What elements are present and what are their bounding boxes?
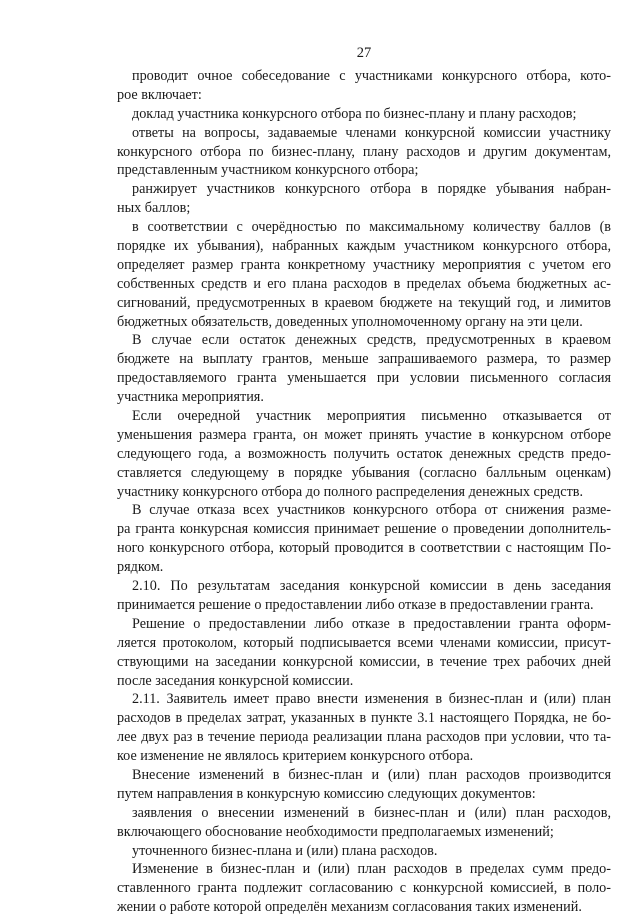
text-line: ра гранта конкурсная комиссия принимает решение о проведении дополнитель- [117, 521, 611, 538]
text-line: Изменение в бизнес-план и (или) план расходов в пределах сумм предо- [132, 861, 611, 878]
page-number: 27 [356, 45, 372, 61]
text-line: включающего обоснование необходимости предполагаемых изменений; [117, 823, 554, 840]
text-line: бюджете на выплату грантов, меньше запрашиваемого размера, то размер [117, 351, 611, 368]
text-line: ного конкурсного отбора, который проводится в соответствии с настоящим По- [117, 540, 611, 557]
text-line: в соответствии с очерёдностью по максимальному количеству баллов (в [132, 219, 611, 236]
text-line: лее двух раз в течение периода реализации плана расходов при условии, что та- [117, 729, 611, 746]
text-line: ответы на вопросы, задаваемые членами конкурсной комиссии участнику [132, 124, 611, 141]
text-line: уточненного бизнес-плана и (или) плана расходов. [132, 842, 438, 859]
text-line: ранжирует участников конкурсного отбора в порядке убывания набран- [132, 181, 611, 198]
text-line: рядком. [117, 559, 164, 576]
text-line: путем направления в конкурсную комиссию следующих документов: [117, 785, 536, 802]
text-line: доклад участника конкурсного отбора по бизнес-плану и плану расходов; [132, 105, 577, 122]
document-body [117, 67, 611, 917]
text-line: ляется протоколом, который подписывается всеми членами комиссии, присут- [117, 634, 611, 651]
text-line: определяет размер гранта конкретному участнику мероприятия с учетом его [117, 256, 611, 273]
text-line: Внесение изменений в бизнес-план и (или) план расходов производится [132, 766, 611, 783]
text-line: кое изменение не являлось критерием конкурсного отбора. [117, 748, 474, 765]
text-line: предоставляемого гранта уменьшается при условии письменного согласия [117, 370, 611, 387]
text-line: 2.11. Заявитель имеет право внести изменения в бизнес-план и (или) план [132, 691, 611, 708]
text-line: уменьшения размера гранта, он может принять участие в конкурсном отборе [117, 426, 611, 443]
text-line: сигнований, предусмотренных в краевом бюджете на текущий год, и лимитов [117, 294, 611, 311]
text-line: представленным участником конкурсного отбора; [117, 162, 419, 179]
text-line: рое включает: [117, 86, 202, 103]
text-line: порядке их убывания), набранных каждым участником конкурсного отбора, [117, 238, 611, 255]
text-line: после заседания конкурсной комиссии. [117, 672, 354, 689]
text-line: принимается решение о предоставлении либо отказе в предоставлении гранта. [117, 596, 594, 613]
text-line: Решение о предоставлении либо отказе в предоставлении гранта оформ- [132, 615, 611, 632]
text-line: 2.10. По результатам заседания конкурсной комиссии в день заседания [132, 578, 611, 595]
text-line: В случае отказа всех участников конкурсного отбора от снижения разме- [132, 502, 611, 519]
text-line: ствующими на заседании конкурсной комиссии, в течение трех рабочих дней [117, 653, 611, 670]
text-line: жении о работе которой определён механизм согласования таких изменений. [117, 899, 582, 916]
text-line: Если очередной участник мероприятия письменно отказывается от [132, 408, 611, 425]
text-line: бюджетных обязательств, доведенных уполномоченному органу на эти цели. [117, 313, 583, 330]
text-line: ных баллов; [117, 200, 191, 217]
text-line: собственных средств и его плана расходов в пределах объема бюджетных ас- [117, 275, 611, 292]
text-line: проводит очное собеседование с участниками конкурсного отбора, кото- [132, 68, 611, 84]
text-line: ставляется следующему в порядке убывания (согласно балльным оценкам) [117, 464, 611, 481]
text-line: участника мероприятия. [117, 389, 264, 406]
text-line: В случае если остаток денежных средств, предусмотренных в краевом [132, 332, 611, 349]
text-line: ставленного гранта подлежит согласованию с конкурсной комиссией, в поло- [117, 880, 611, 897]
text-line: конкурсного отбора по бизнес-плану, плану расходов и другим документам, [117, 143, 611, 160]
text-line: следующего года, а возможность получить остаток денежных средств предо- [117, 445, 611, 462]
text-line: участнику конкурсного отбора до полного распределения денежных средств. [117, 483, 584, 500]
text-line: расходов в пределах затрат, указанных в пункте 3.1 настоящего Порядка, не бо- [117, 710, 611, 727]
text-line: заявления о внесении изменений в бизнес-план и (или) план расходов, [132, 804, 611, 821]
